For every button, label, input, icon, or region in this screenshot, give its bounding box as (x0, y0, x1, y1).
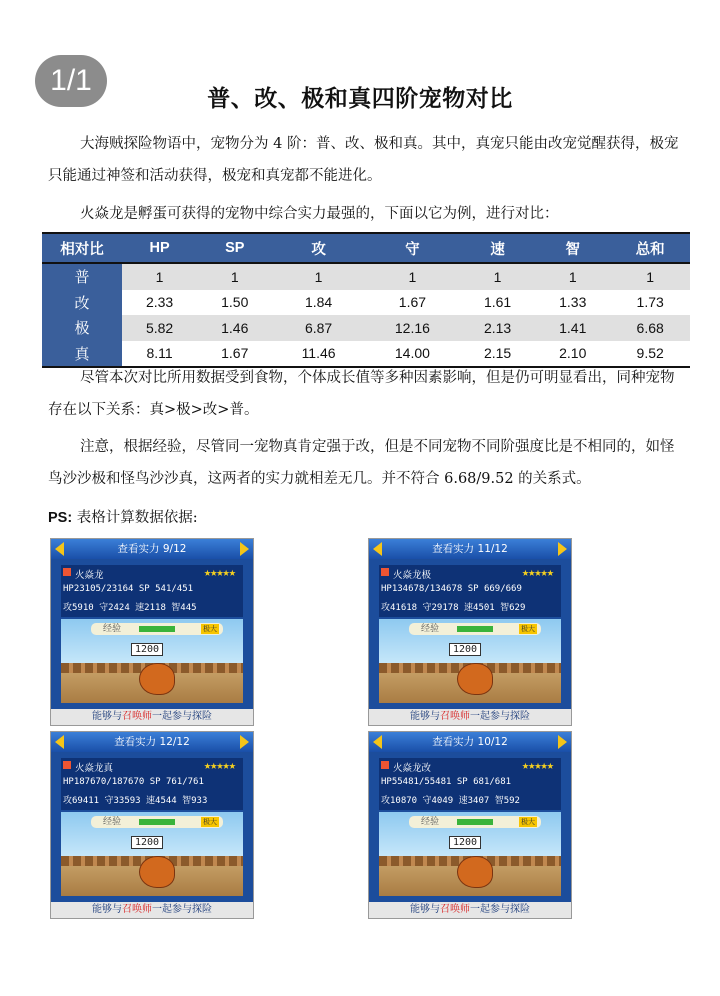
paragraph-example-text: 火焱龙是孵蛋可获得的宠物中综合实力最强的，下面以它为例，进行对比： (80, 206, 559, 222)
stat-line-attrs: 攻10870 守4049 速3407 智592 (381, 796, 520, 806)
table-cell: 1.84 (304, 294, 333, 311)
exp-bar (91, 816, 223, 828)
footer-text-b: 一起参与探险 (470, 711, 530, 722)
stat-panel (379, 565, 561, 617)
table-cell: 2.13 (460, 315, 535, 341)
pet-scene (61, 812, 243, 896)
footer-text-red: 召唤师 (122, 904, 152, 915)
footer-text-b: 一起参与探险 (152, 904, 212, 915)
game-screenshot-1 (50, 538, 254, 726)
table-cell: 2.10 (535, 341, 610, 368)
pet-type-icon (63, 568, 71, 576)
right-arrow-icon (558, 542, 567, 556)
footer-text-a: 能够与 (92, 711, 122, 722)
left-arrow-icon (373, 542, 382, 556)
stat-line-attrs: 攻41618 守29178 速4501 智629 (381, 603, 526, 613)
table-cell: 1.61 (483, 294, 512, 311)
paragraph-intro (48, 128, 688, 192)
footer-text-a: 能够与 (410, 904, 440, 915)
paragraph-note (48, 431, 688, 495)
right-arrow-icon (558, 735, 567, 749)
table-header-cell: HP (122, 233, 197, 263)
ps-note (48, 506, 198, 527)
pet-scene (61, 619, 243, 703)
table-cell: 1 (460, 263, 535, 290)
level-value: 1200 (131, 643, 163, 656)
table-header-cell: 智 (535, 233, 610, 263)
table-cell: 11.46 (272, 341, 365, 368)
footer-text-red: 召唤师 (440, 904, 470, 915)
screen-header: 查看实力 9/12 (51, 539, 253, 559)
game-screenshot-4 (368, 731, 572, 919)
table-header-cell: 守 (365, 233, 460, 263)
exp-tag: 极大 (521, 625, 535, 633)
level-value: 1200 (449, 643, 481, 656)
table-header-cell: 相对比 (42, 233, 122, 263)
dragon-sprite (139, 663, 175, 695)
left-arrow-icon (55, 542, 64, 556)
screen-header: 查看实力 11/12 (369, 539, 571, 559)
pet-type-icon (63, 761, 71, 769)
table-cell: 1.67 (398, 294, 427, 311)
table-cell: 1.67 (197, 341, 272, 368)
stat-panel (61, 758, 243, 810)
stat-panel (61, 565, 243, 617)
exp-label: 经验 (103, 624, 122, 634)
row-label: 改 (42, 290, 122, 316)
dragon-sprite (139, 856, 175, 888)
screen-header: 查看实力 12/12 (51, 732, 253, 752)
stat-line-hp-sp: HP55481/55481 SP 681/681 (381, 777, 512, 787)
exp-tag: 极大 (203, 818, 217, 826)
exp-bar (409, 623, 541, 635)
paragraph-note-text: 注意，根据经验，尽管同一宠物真肯定强于改，但是不同宠物不同阶强度比是不相同的，如怪鸟沙沙极和怪鸟沙沙真，这两者的实力就相差无几。并不符合 6.68/9.52 的关系式。 (48, 439, 675, 487)
row-label: 普 (42, 263, 122, 290)
table-cell: 12.16 (365, 315, 460, 341)
pet-name: 火焱龙改 (393, 763, 432, 774)
table-cell: 1 (365, 263, 460, 290)
ps-label: PS: (48, 510, 73, 526)
level-value: 1200 (449, 836, 481, 849)
paragraph-conclusion-text: 尽管本次对比所用数据受到食物，个体成长值等多种因素影响，但是仍可明显看出，同种宠物存在以下关系：真>极>改>普。 (48, 370, 675, 418)
left-arrow-icon (373, 735, 382, 749)
exp-fill (457, 626, 493, 632)
screen-footer (369, 709, 571, 725)
table-cell: 1.73 (636, 294, 664, 311)
exp-tag: 极大 (521, 818, 535, 826)
row-label: 极 (42, 315, 122, 341)
exp-fill (457, 819, 493, 825)
screen-footer (51, 902, 253, 918)
stat-line-hp-sp: HP187670/187670 SP 761/761 (63, 777, 204, 787)
stat-line-attrs: 攻69411 守33593 速4544 智933 (63, 796, 208, 806)
ps-text: 表格计算数据依据: (76, 510, 198, 526)
stat-line-hp-sp: HP23105/23164 SP 541/451 (63, 584, 194, 594)
table-cell: 5.82 (122, 315, 197, 341)
table-header-cell: 速 (460, 233, 535, 263)
table-row (42, 290, 690, 316)
table-cell: 1 (272, 263, 365, 290)
left-arrow-icon (55, 735, 64, 749)
exp-label: 经验 (421, 817, 440, 827)
game-screenshot-3 (50, 731, 254, 919)
paragraph-example (48, 198, 688, 230)
exp-bar (91, 623, 223, 635)
pet-name: 火焱龙极 (393, 570, 432, 581)
screen-header: 查看实力 10/12 (369, 732, 571, 752)
footer-text-red: 召唤师 (122, 711, 152, 722)
paragraph-intro-text: 大海贼探险物语中，宠物分为 4 阶：普、改、极和真。其中，真宠只能由改宠觉醒获得，极宠只能通过神签和活动获得，极宠和真宠都不能进化。 (48, 136, 679, 184)
dragon-sprite (457, 663, 493, 695)
game-screenshot-2 (368, 538, 572, 726)
pet-name: 火焱龙 (75, 570, 104, 581)
rating-stars: ★★★★★ (521, 758, 553, 772)
exp-bar (409, 816, 541, 828)
table-cell: 2.15 (460, 341, 535, 368)
table-cell: 6.87 (272, 315, 365, 341)
table-cell: 1.41 (535, 315, 610, 341)
stat-panel (379, 758, 561, 810)
table-cell: 2.33 (145, 294, 174, 311)
table-header-cell: 总和 (610, 233, 690, 263)
table-header-row (42, 233, 690, 263)
table-cell: 6.68 (610, 315, 690, 341)
table-cell: 1 (535, 263, 610, 290)
dragon-sprite (457, 856, 493, 888)
page-title: 普、改、极和真四阶宠物对比 (207, 86, 513, 112)
exp-label: 经验 (421, 624, 440, 634)
row-label: 真 (42, 341, 122, 368)
level-value: 1200 (131, 836, 163, 849)
table-cell: 14.00 (365, 341, 460, 368)
pet-scene (379, 619, 561, 703)
table-cell: 8.11 (122, 341, 197, 368)
page-badge: 1/1 (35, 55, 107, 107)
pet-name: 火焱龙真 (75, 763, 114, 774)
pet-type-icon (381, 761, 389, 769)
table-cell: 1.46 (197, 315, 272, 341)
exp-tag: 极大 (203, 625, 217, 633)
table-header-cell: SP (197, 233, 272, 263)
pet-type-icon (381, 568, 389, 576)
table-cell: 1 (610, 263, 690, 290)
footer-text-b: 一起参与探险 (152, 711, 212, 722)
stat-line-hp-sp: HP134678/134678 SP 669/669 (381, 584, 522, 594)
screen-footer (369, 902, 571, 918)
table-cell: 9.52 (610, 341, 690, 368)
footer-text-a: 能够与 (92, 904, 122, 915)
table-row (42, 315, 690, 341)
table-header-cell: 攻 (272, 233, 365, 263)
table-cell: 1 (122, 263, 197, 290)
right-arrow-icon (240, 542, 249, 556)
rating-stars: ★★★★★ (203, 758, 235, 772)
rating-stars: ★★★★★ (521, 565, 553, 579)
footer-text-red: 召唤师 (440, 711, 470, 722)
screen-footer (51, 709, 253, 725)
paragraph-conclusion (48, 362, 688, 426)
exp-label: 经验 (103, 817, 122, 827)
rating-stars: ★★★★★ (203, 565, 235, 579)
footer-text-a: 能够与 (410, 711, 440, 722)
footer-text-b: 一起参与探险 (470, 904, 530, 915)
right-arrow-icon (240, 735, 249, 749)
comparison-table (42, 232, 690, 368)
table-cell: 1 (197, 263, 272, 290)
exp-fill (139, 626, 175, 632)
table-cell: 1.50 (221, 294, 249, 311)
stat-line-attrs: 攻5910 守2424 速2118 智445 (63, 603, 197, 613)
exp-fill (139, 819, 175, 825)
table-cell: 1.33 (559, 294, 587, 311)
table-row (42, 263, 690, 290)
pet-scene (379, 812, 561, 896)
